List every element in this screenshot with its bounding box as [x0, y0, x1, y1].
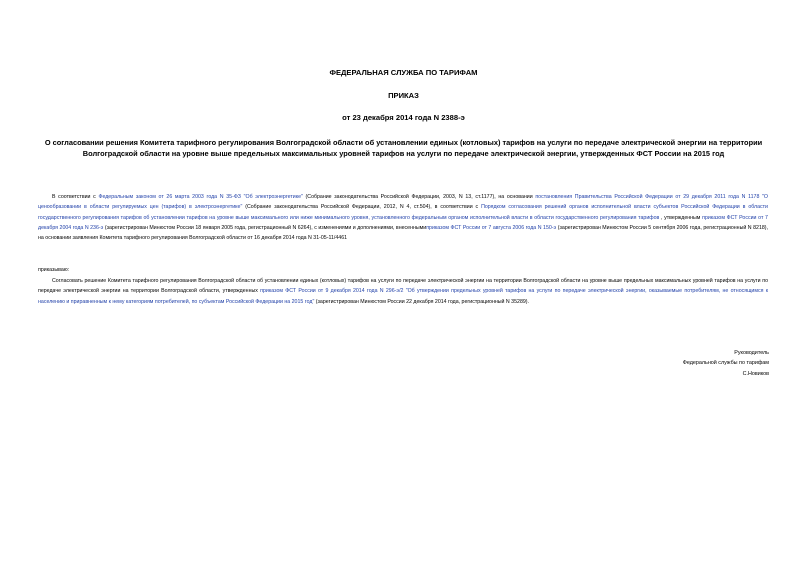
signature-block [683, 348, 769, 379]
fst-order-296-link[interactable]: приказом ФСТ России от 9 декабря 2014 года N 296-э/2 "Об утверждении предельных уровней тарифов на услуги по передаче электрической энергии, оказываемые потребителям, не относящимся к населению и приравненным к нему категориям потребителей, по субъектам Российской Федерации на 2015 год" [38, 288, 768, 305]
government-resolution-link[interactable]: постановления Правительства Российской Федерации от 29 декабря 2011 года N 1178 "О ценообразовании в области регулируемых цен (тарифов) в электроэнергетике" [38, 194, 768, 211]
approval-procedure-link[interactable]: Порядком согласования решений органов исполнительной власти субъектов Российской Федерации в области государственного регулирования тарифов об установлении тарифов на уровне выше максимального или ниже минимального уровня, установленного федеральным органом исполнительной власти в области государственного регулирования тарифов [38, 204, 768, 221]
signatory-position: Руководитель [734, 350, 769, 356]
signatory-organization: Федеральной службы по тарифам [682, 360, 769, 367]
orders-word: приказываю: [38, 267, 70, 273]
preamble-text: (зарегистрирован Минюстом России 18 января 2005 года, регистрационный N 6264), с изменениями и дополнениями, внесенными [103, 224, 427, 231]
agency-heading: ФЕДЕРАЛЬНАЯ СЛУЖБА ПО ТАРИФАМ [329, 68, 478, 77]
document-date-number: от 23 декабря 2014 года N 2388-э [342, 113, 465, 122]
preamble-text: (Собрание законодательства Российской Федерации, 2012, N 4, ст.504), в соответствии с [242, 204, 482, 211]
order-paragraph [38, 276, 768, 307]
order-text: (зарегистрирован Минюстом России 22 декабря 2014 года, регистрационный N 35289). [314, 298, 529, 305]
fst-order-236-link[interactable]: приказом ФСТ России от 7 декабря 2004 года N 236-э [38, 214, 768, 231]
preamble-text: В соответствии с [52, 194, 99, 200]
document-type: ПРИКАЗ [388, 91, 419, 100]
signatory-name: С.Новиков [742, 370, 769, 377]
preamble-text: , утвержденным [659, 214, 703, 221]
fst-order-150-link[interactable]: приказом ФСТ России от 7 августа 2006 года N 150-э [426, 224, 557, 231]
document-title: О согласовании решения Комитета тарифного регулирования Волгоградской области об установлении единых (котловых) тарифов на услуги по передаче электрической энергии на территории Волгоградской области на уровне выше предельных максимальных уровней тарифов на услуги по передаче электрической энергии, утвержденных ФСТ России на 2015 год [44, 138, 763, 158]
preamble-text: (Собрание законодательства Российской Федерации, 2003, N 13, ст.1177), на основании [302, 194, 536, 200]
federal-law-link[interactable]: Федеральным законом от 26 марта 2003 года N 35-ФЗ "Об электроэнергетике" [98, 194, 303, 200]
preamble-paragraph [38, 192, 768, 243]
order-text: Согласовать решение Комитета тарифного регулирования Волгоградской области об установлении единых (котловых) тарифов на услуги по передаче электрической энергии на территории Волгоградской области на уровне выше предельных максимальных уровней тарифов на услуги по передаче электрической энергии на территории Волгоградской области, утвержденных [38, 278, 768, 295]
preamble-text: (зарегистрирован Минюстом России 5 сентября 2006 года, регистрационный N 8218), на основании заявления Комитета тарифного регулирования Волгоградской области от 16 декабря 2014 года N 31-05-11/4461 [38, 224, 768, 242]
